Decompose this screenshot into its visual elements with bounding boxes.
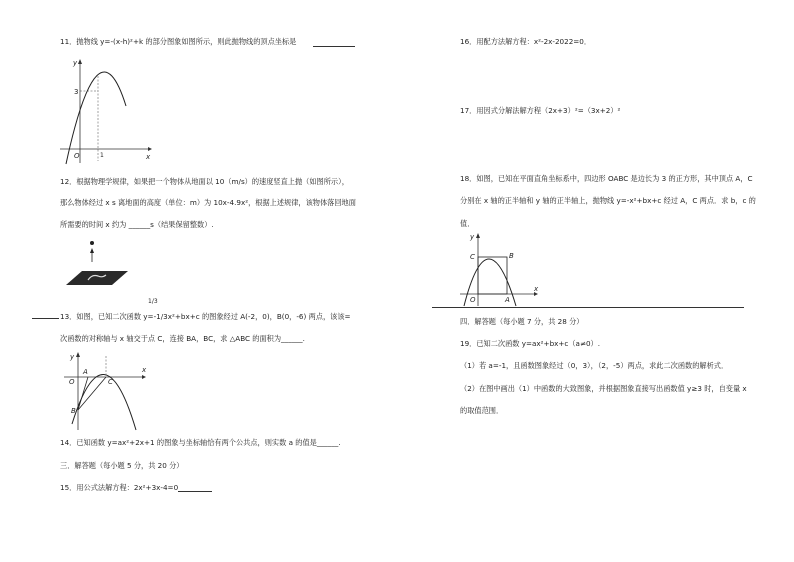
figure-q13-parabola bbox=[62, 352, 158, 432]
x-label: x bbox=[142, 366, 147, 374]
figure-q18-square-parabola bbox=[458, 232, 544, 308]
y-axis-arrow bbox=[476, 233, 480, 238]
point-c-label: C bbox=[108, 378, 113, 386]
origin-label: O bbox=[69, 378, 75, 386]
question-11: 11．抛物线 y=-(x-h)²+k 的部分图象如图所示，则此抛物线的顶点坐标是 bbox=[60, 37, 297, 46]
ball bbox=[90, 241, 94, 245]
figure-q11-parabola bbox=[58, 56, 154, 166]
question-15: 15．用公式法解方程：2x²+3x-4=0 bbox=[60, 483, 179, 492]
point-a-label: A bbox=[83, 368, 88, 376]
question-18-line-2: 分别在 x 轴的正半轴和 y 轴的正半轴上，抛物线 y=-x²+bx+c 经过 A，C 两点．求 b，c 的 bbox=[460, 196, 756, 205]
x-axis-arrow bbox=[142, 375, 146, 379]
question-12-line-3: 所需要的时间 x 约为 ______s（结果保留整数）. bbox=[60, 220, 214, 229]
answer-blank-15 bbox=[178, 491, 212, 492]
answer-blank-11 bbox=[313, 46, 355, 47]
up-arrow-head bbox=[90, 248, 94, 253]
y-label: y bbox=[470, 233, 475, 241]
question-19-part-1: （1）若 a=-1，且函数图象经过（0，3），（2，-5）两点，求此二次函数的解析式． bbox=[460, 361, 729, 370]
question-17: 17．用因式分解法解方程（2x+3）²=（3x+2）² bbox=[460, 106, 621, 115]
question-13-line-1: 13．如图，已知二次函数 y=-1/3x²+bx+c 的图象经过 A(-2，0)，B(0，-6) 两点，该该= bbox=[60, 312, 351, 321]
point-c-label: C bbox=[470, 253, 475, 261]
y-label: y bbox=[70, 353, 75, 361]
question-19-part-2-line-2: 的取值范围． bbox=[460, 406, 504, 415]
question-13-line-2: 次函数的对称轴与 x 轴交于点 C，连接 BA，BC，求 △ABC 的面积为______. bbox=[60, 334, 305, 343]
section-divider bbox=[432, 307, 744, 308]
origin-label: O bbox=[470, 296, 476, 304]
y-axis-arrow bbox=[76, 352, 80, 357]
question-18-line-1: 18．如图，已知在平面直角坐标系中，四边形 OABC 是边长为 3 的正方形，其中顶点 A，C bbox=[460, 174, 753, 183]
question-19: 19．已知二次函数 y=ax²+bx+c（a≠0）. bbox=[460, 339, 601, 348]
tick-label-1: 1 bbox=[100, 152, 104, 159]
point-a-label: A bbox=[505, 296, 510, 304]
question-16: 16．用配方法解方程：x²-2x-2022=0． bbox=[460, 37, 592, 46]
question-12-line-2: 那么物体经过 x s 离地面的高度（单位：m）为 10x-4.9x²，根据上述规律，该物体落回地面 bbox=[60, 198, 356, 207]
x-label: x bbox=[146, 153, 151, 161]
x-label: x bbox=[534, 285, 539, 293]
figure-q12-throw bbox=[60, 238, 132, 290]
segment-bc bbox=[78, 377, 106, 410]
parabola-curve bbox=[66, 72, 126, 164]
question-14: 14．已知函数 y=ax²+2x+1 的图象与坐标轴恰有两个公共点，则实数 a 的值是______. bbox=[60, 438, 341, 447]
question-12-line-1: 12．根据物理学规律，如果把一个物体从地面以 10（m/s）的速度竖直上抛（如图所示）， bbox=[60, 177, 349, 186]
point-b-label: B bbox=[71, 407, 76, 415]
parabola-curve bbox=[72, 374, 136, 430]
margin-rule bbox=[32, 318, 59, 319]
tick-label-3: 3 bbox=[74, 88, 79, 96]
section-4-heading: 四．解答题（每小题 7 分，共 28 分） bbox=[460, 317, 584, 326]
question-19-part-2-line-1: （2）在图中画出（1）中函数的大致图象，并根据图象直接写出函数值 y≥3 时，自变量 x bbox=[460, 384, 747, 393]
segment-ba bbox=[78, 377, 88, 410]
ground bbox=[66, 271, 128, 285]
question-18-line-3: 值． bbox=[460, 219, 475, 228]
x-axis-arrow bbox=[148, 147, 152, 151]
point-b-label: B bbox=[509, 252, 514, 260]
origin-label: O bbox=[74, 152, 80, 160]
section-3-heading: 三．解答题（每小题 5 分，共 20 分） bbox=[60, 461, 184, 470]
fraction-one-third: 1/3 bbox=[148, 298, 158, 305]
y-axis-arrow bbox=[78, 59, 82, 64]
y-label: y bbox=[73, 59, 78, 67]
